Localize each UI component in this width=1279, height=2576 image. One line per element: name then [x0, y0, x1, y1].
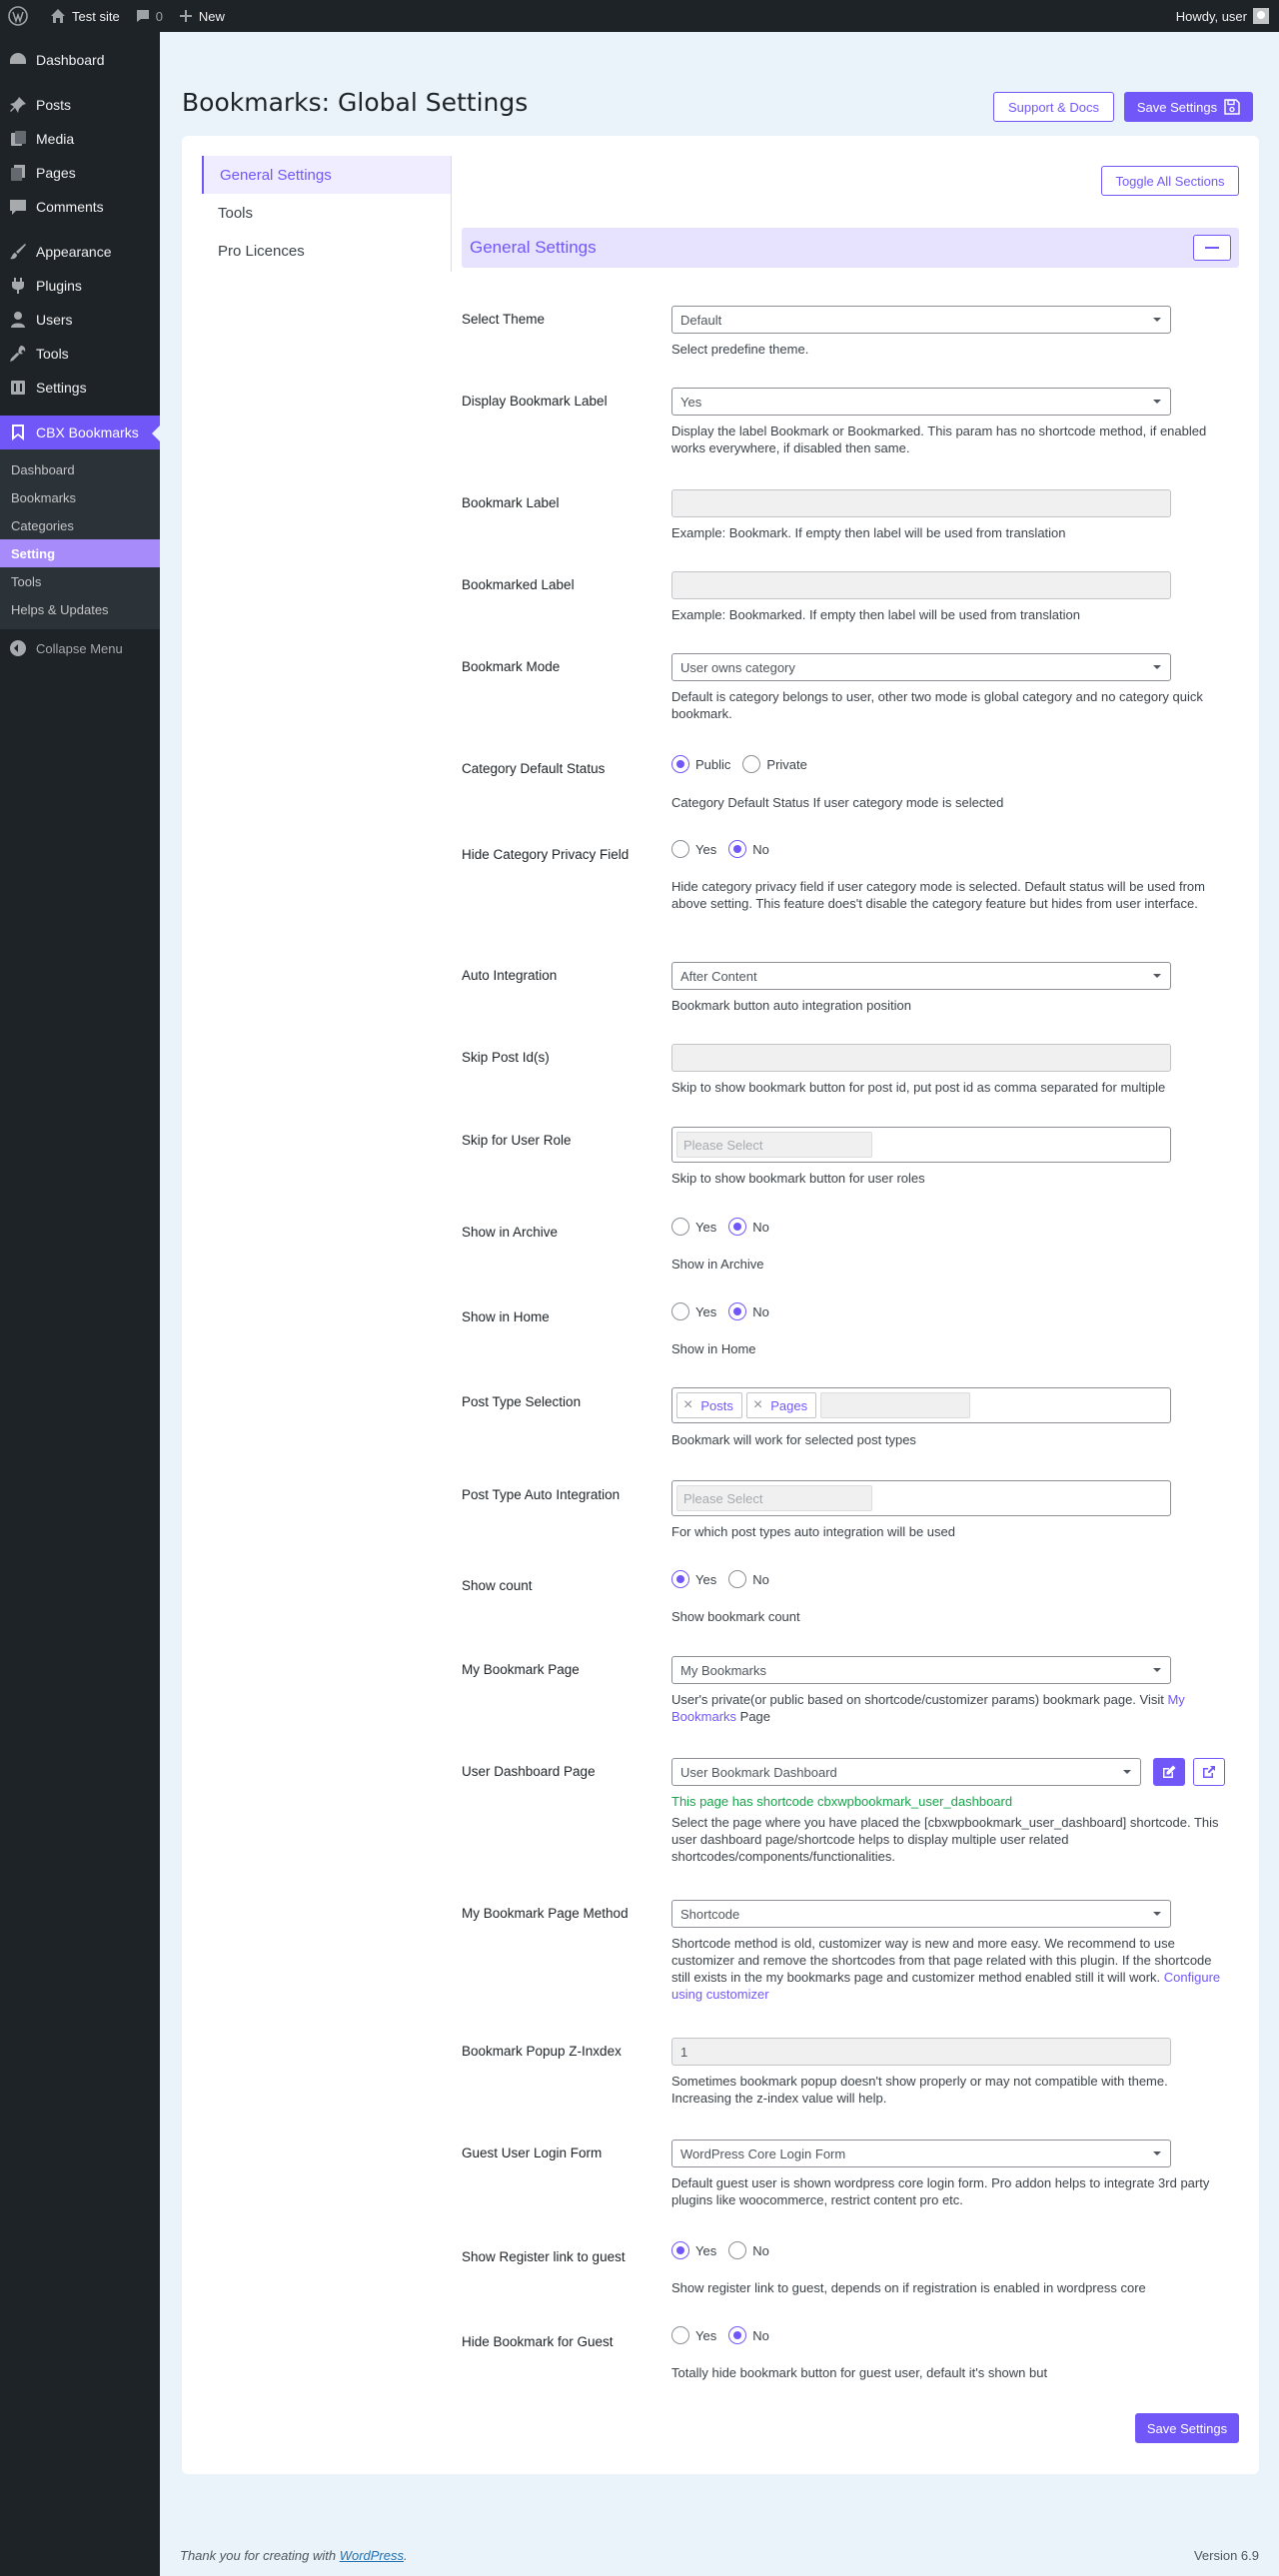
menu-cbx-label: CBX Bookmarks [36, 425, 139, 440]
field-label: My Bookmark Page [462, 1662, 580, 1677]
field-description: Default is category belongs to user, other two mode is global category and no category quick bookmark. [671, 689, 1203, 721]
field-label: Hide Bookmark for Guest [462, 2334, 614, 2349]
plus-icon [179, 9, 193, 23]
chip-label: Pages [770, 1397, 808, 1413]
field-label: Show count [462, 1578, 533, 1593]
admin-sidebar [0, 32, 160, 2576]
minus-icon [1205, 247, 1219, 249]
menu-separator [0, 405, 160, 416]
field-label: Post Type Selection [462, 1394, 582, 1409]
menu-media-label: Media [36, 131, 75, 147]
radio-yes[interactable] [671, 840, 689, 858]
field-label: Auto Integration [462, 968, 558, 983]
submenu-dashboard[interactable]: Dashboard [11, 461, 75, 477]
field-label: Show Register link to guest [462, 2249, 626, 2264]
field-label: Category Default Status [462, 761, 606, 776]
radio-label: Yes [695, 2242, 717, 2258]
external-link-icon [1202, 1765, 1216, 1779]
section-header-general[interactable] [462, 228, 1239, 268]
radio-label: Yes [695, 1303, 717, 1319]
page-method-dropdown[interactable] [671, 1900, 1171, 1928]
edit-pencil-icon [1162, 1765, 1176, 1779]
show-count-radios [671, 1570, 781, 1588]
menu-appearance[interactable] [0, 235, 160, 269]
radio-yes[interactable] [671, 1570, 689, 1588]
field-description: Default guest user is shown wordpress core login form. Pro addon helps to integrate 3rd party plugins like woocommerce, restrict content pro etc. [671, 2175, 1210, 2207]
tab-pro-licences[interactable]: Pro Licences [202, 232, 452, 270]
field-description: Skip to show bookmark button for post id, put post id as comma separated for multiple [671, 1080, 1166, 1095]
field-label: Bookmark Mode [462, 659, 561, 674]
menu-plugins[interactable] [0, 269, 160, 303]
bookmark-mode-value: User owns category [680, 659, 795, 675]
bookmark-mode-dropdown[interactable] [671, 653, 1171, 681]
wordpress-link[interactable]: WordPress [339, 2548, 404, 2563]
page-method-value: Shortcode [680, 1906, 740, 1922]
desc-text: Page [736, 1709, 771, 1724]
hide-guest-radios [671, 2326, 781, 2344]
field-label: Post Type Auto Integration [462, 1487, 621, 1502]
show-home-radios [671, 1302, 781, 1320]
user-dashboard-page-value: User Bookmark Dashboard [680, 1764, 837, 1780]
hide-cat-privacy-radios [671, 840, 781, 858]
field-description: Show in Archive [671, 1257, 764, 1272]
page-title: Bookmarks: Global Settings [182, 88, 529, 117]
radio-no[interactable] [728, 1570, 746, 1588]
field-description [671, 1935, 1231, 2003]
category-status-radios [671, 755, 819, 773]
pushpin-icon [8, 95, 28, 115]
radio-no[interactable] [728, 2326, 746, 2344]
chip-pages [746, 1392, 816, 1418]
skip-post-ids-input[interactable] [671, 1044, 1171, 1072]
field-description [671, 1691, 1231, 1725]
field-description: Example: Bookmark. If empty then label will be used from translation [671, 525, 1066, 540]
menu-tools[interactable] [0, 337, 160, 371]
field-description: Category Default Status If user category mode is selected [671, 795, 1004, 810]
tabs-divider [202, 270, 452, 272]
skip-user-role-select[interactable] [671, 1127, 1171, 1163]
menu-settings-label: Settings [36, 380, 87, 396]
field-description: Show register link to guest, depends on if registration is enabled in wordpress core [671, 2280, 1146, 2295]
radio-label: No [752, 1571, 769, 1587]
field-label: Skip for User Role [462, 1133, 572, 1148]
remove-chip-icon[interactable]: × [752, 1396, 763, 1413]
field-label: Hide Category Privacy Field [462, 847, 630, 862]
menu-appearance-label: Appearance [36, 244, 112, 260]
radio-label: No [752, 2242, 769, 2258]
search-input[interactable] [820, 1392, 970, 1418]
menu-dashboard-label: Dashboard [36, 52, 105, 68]
new-label: New [198, 8, 225, 24]
footer-thanks-text: Thank you for creating with [180, 2548, 340, 2563]
field-description: Example: Bookmarked. If empty then label will be used from translation [671, 607, 1080, 622]
field-label: Guest User Login Form [462, 2146, 603, 2160]
desc-text: User's private(or public based on shortcode/customizer params) bookmark page. Visit [671, 1692, 1168, 1707]
site-name-link[interactable] [42, 0, 128, 32]
radio-private[interactable] [742, 755, 760, 773]
radio-public[interactable] [671, 755, 689, 773]
radio-no[interactable] [728, 1218, 746, 1236]
plug-icon [8, 276, 28, 296]
wrench-icon [8, 344, 28, 364]
settings-tabs [202, 156, 452, 272]
footer-version: Version 6.9 [1193, 2548, 1259, 2563]
radio-label: Yes [695, 2327, 717, 2343]
collapse-arrow-icon [10, 640, 26, 656]
auto-integration-dropdown[interactable] [671, 962, 1171, 990]
comments-count: 0 [155, 8, 163, 24]
search-placeholder[interactable]: Please Select [676, 1485, 872, 1511]
submenu-setting[interactable]: Setting [0, 539, 160, 567]
support-docs-button[interactable]: Support & Docs [993, 92, 1114, 122]
submenu-helps-updates[interactable]: Helps & Updates [11, 601, 109, 617]
menu-posts[interactable] [0, 88, 160, 122]
menu-comments[interactable] [0, 190, 160, 224]
guest-login-dropdown[interactable] [671, 2140, 1171, 2167]
field-label: Show in Archive [462, 1225, 559, 1240]
field-description: Sometimes bookmark popup doesn't show properly or may not compatible with theme. Increasing the z-index value will help. [671, 2074, 1168, 2106]
comment-bubble-icon [8, 197, 28, 217]
field-description: Select predefine theme. [671, 342, 809, 357]
field-description: Display the label Bookmark or Bookmarked. This param has no shortcode method, if enabled works everywhere, if disabled then same. [671, 424, 1207, 455]
save-settings-label: Save Settings [1136, 99, 1218, 115]
field-label: Show in Home [462, 1309, 550, 1324]
my-bookmarks-link[interactable]: My Bookmarks [671, 1692, 1185, 1724]
field-description: Bookmark button auto integration position [671, 998, 911, 1013]
post-type-auto-select[interactable] [671, 1480, 1171, 1516]
paintbrush-icon [8, 242, 28, 262]
pages-icon [8, 163, 28, 183]
my-account-menu[interactable] [1176, 8, 1279, 24]
menu-settings[interactable] [0, 371, 160, 405]
menu-separator [0, 224, 160, 235]
wp-logo-menu[interactable] [0, 0, 42, 32]
bookmarked-label-input[interactable] [671, 571, 1171, 599]
radio-label: No [752, 841, 769, 857]
floppy-disk-icon [1224, 99, 1240, 115]
radio-yes[interactable] [671, 1302, 689, 1320]
radio-label: Yes [695, 1219, 717, 1235]
wordpress-logo-icon [8, 6, 28, 26]
tab-tools[interactable]: Tools [202, 194, 452, 232]
settings-sliders-icon [8, 378, 28, 398]
radio-no[interactable] [728, 1302, 746, 1320]
search-placeholder[interactable]: Please Select [676, 1132, 872, 1158]
menu-pages-label: Pages [36, 165, 76, 181]
menu-cbx-bookmarks[interactable] [0, 416, 160, 449]
auto-integration-value: After Content [680, 968, 757, 984]
field-label: Bookmark Popup Z-Inxdex [462, 2044, 622, 2059]
avatar [1253, 8, 1269, 24]
menu-plugins-label: Plugins [36, 278, 82, 294]
field-description: Bookmark will work for selected post types [671, 1432, 916, 1447]
radio-label: No [752, 2327, 769, 2343]
howdy-label: Howdy, user [1175, 8, 1247, 24]
dashboard-gauge-icon [8, 50, 28, 70]
footer-dot: . [404, 2548, 408, 2563]
collapse-menu-button[interactable] [0, 631, 160, 665]
footer-thanks [180, 2548, 408, 2563]
menu-pages[interactable] [0, 156, 160, 190]
menu-tools-label: Tools [36, 346, 69, 362]
chip-posts [676, 1392, 742, 1418]
section-collapse-button[interactable] [1193, 235, 1231, 261]
menu-media[interactable] [0, 122, 160, 156]
my-bookmark-page-value: My Bookmarks [680, 1662, 766, 1678]
tab-general-settings[interactable]: General Settings [202, 156, 452, 194]
shortcode-ok-message: This page has shortcode cbxwpbookmark_user_dashboard [671, 1794, 1013, 1809]
radio-label: Yes [695, 841, 717, 857]
field-description: Totally hide bookmark button for guest user, default it's shown but [671, 2365, 1048, 2380]
popup-zindex-input[interactable]: 1 [671, 2038, 1171, 2066]
chip-label: Posts [700, 1397, 733, 1413]
menu-dashboard[interactable] [0, 43, 160, 77]
home-icon [50, 8, 66, 24]
field-description: Select the page where you have placed the [cbxwpbookmark_user_dashboard] shortcode. This user dashboard page/shortcode helps to display multiple user related shortcodes/components/functionalities. [671, 1815, 1219, 1864]
section-title: General Settings [470, 238, 597, 257]
user-icon [8, 310, 28, 330]
field-description: Hide category privacy field if user category mode is selected. Default status will be used from above setting. This feature does't disable the category feature but hides from user interface. [671, 879, 1205, 911]
show-archive-radios [671, 1218, 781, 1236]
menu-posts-label: Posts [36, 97, 72, 113]
select-theme-dropdown[interactable] [671, 306, 1171, 334]
toggle-all-sections-button[interactable]: Toggle All Sections [1101, 166, 1239, 196]
edit-page-button[interactable] [1153, 1758, 1185, 1786]
user-dashboard-page-dropdown[interactable] [671, 1758, 1141, 1786]
field-label: Bookmarked Label [462, 577, 575, 592]
radio-label: Yes [695, 1571, 717, 1587]
site-name-label: Test site [72, 8, 120, 24]
submenu-bookmarks[interactable]: Bookmarks [11, 489, 77, 505]
guest-login-value: WordPress Core Login Form [680, 2146, 846, 2161]
comments-link[interactable] [128, 0, 171, 32]
new-content-menu[interactable] [171, 0, 233, 32]
configure-customizer-link[interactable]: Configure using customizer [671, 1970, 1221, 2002]
radio-yes[interactable] [671, 2241, 689, 2259]
media-icon [8, 129, 28, 149]
admin-bar [0, 0, 1279, 32]
field-label: Bookmark Label [462, 495, 560, 510]
radio-label: Private [766, 756, 807, 772]
field-label: Skip Post Id(s) [462, 1050, 550, 1065]
field-label: User Dashboard Page [462, 1764, 596, 1779]
menu-users-label: Users [36, 312, 73, 328]
field-label: Display Bookmark Label [462, 394, 608, 409]
display-label-dropdown[interactable] [671, 388, 1171, 416]
bookmark-label-input[interactable] [671, 489, 1171, 517]
my-bookmark-page-dropdown[interactable] [671, 1656, 1171, 1684]
field-label: Select Theme [462, 312, 546, 327]
post-type-select[interactable] [671, 1387, 1171, 1423]
field-description: Show bookmark count [671, 1609, 800, 1624]
radio-no[interactable] [728, 2241, 746, 2259]
field-description: Show in Home [671, 1341, 756, 1356]
radio-label: No [752, 1219, 769, 1235]
desc-text: Shortcode method is old, customizer way is new and more easy. We recommend to use customizer and remove the shortcodes from that page related with this plugin. If the shortcode still exists in the my bookmarks page and customizer method enabled still it will work. [671, 1936, 1212, 1985]
radio-yes[interactable] [671, 1218, 689, 1236]
menu-separator [0, 77, 160, 88]
comment-bubble-icon [136, 9, 150, 23]
settings-panel [182, 136, 1259, 2474]
radio-yes[interactable] [671, 2326, 689, 2344]
radio-label: No [752, 1303, 769, 1319]
collapse-menu-label: Collapse Menu [36, 640, 123, 656]
select-theme-value: Default [680, 312, 722, 328]
menu-users[interactable] [0, 303, 160, 337]
submenu-categories[interactable]: Categories [11, 517, 74, 533]
bookmark-icon [8, 423, 28, 442]
register-link-radios [671, 2241, 781, 2259]
radio-label: Public [695, 756, 731, 772]
field-label: My Bookmark Page Method [462, 1906, 629, 1921]
view-page-button[interactable] [1193, 1758, 1225, 1786]
submenu-tools[interactable]: Tools [11, 573, 42, 589]
bottom-save-settings-button[interactable]: Save Settings [1135, 2413, 1239, 2443]
field-description: Skip to show bookmark button for user roles [671, 1171, 925, 1186]
radio-no[interactable] [728, 840, 746, 858]
display-label-value: Yes [680, 394, 702, 410]
remove-chip-icon[interactable]: × [683, 1396, 693, 1413]
field-description: For which post types auto integration will be used [671, 1524, 955, 1539]
save-settings-button[interactable] [1124, 92, 1253, 122]
menu-comments-label: Comments [36, 199, 104, 215]
cbx-submenu [0, 449, 160, 629]
